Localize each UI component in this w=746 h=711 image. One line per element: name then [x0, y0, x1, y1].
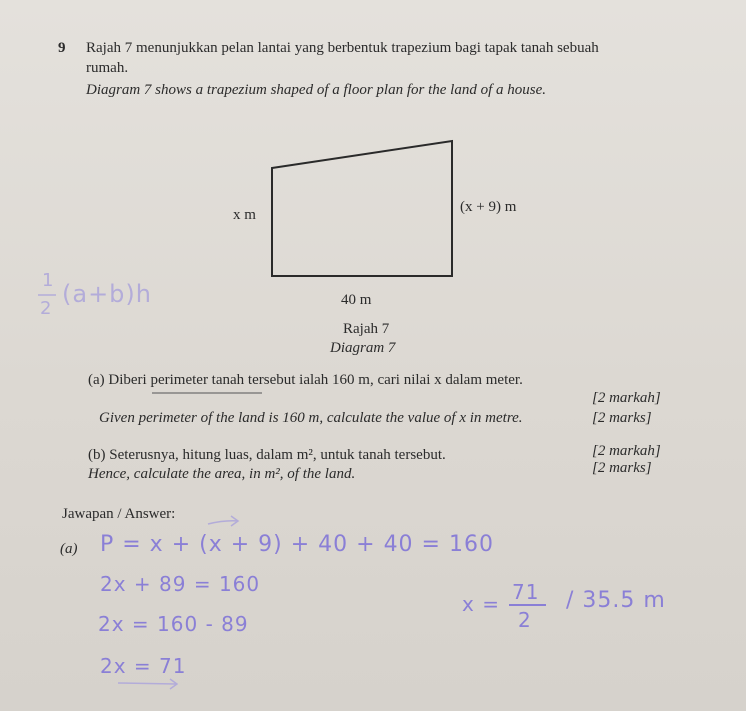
part-b-english: Hence, calculate the area, in m², of the land. [88, 466, 356, 482]
answer-part-a-label: (a) [60, 541, 78, 557]
result-numerator: 71 [512, 580, 540, 604]
handwritten-line-3: 2x = 160 - 89 [98, 612, 249, 636]
caption-malay: Rajah 7 [343, 321, 390, 337]
handwritten-arrow [208, 516, 238, 526]
question-english: Diagram 7 shows a trapezium shaped of a floor plan for the land of a house. [86, 82, 547, 98]
label-left-side: x m [233, 207, 256, 223]
handwritten-line-4: 2x = 71 [100, 654, 187, 678]
part-b-marks-malay: [2 markah] [592, 443, 661, 459]
part-a-marks-english: [2 marks] [592, 410, 652, 426]
result-decimal: / 35.5 m [566, 588, 666, 613]
label-right-side: (x + 9) m [460, 199, 517, 215]
part-a-english: Given perimeter of the land is 160 m, calculate the value of x in metre. [99, 410, 523, 426]
handwritten-line-2: 2x + 89 = 160 [100, 572, 261, 596]
part-b-marks-english: [2 marks] [592, 460, 652, 476]
caption-english: Diagram 7 [330, 340, 396, 356]
result-lhs: x = [462, 592, 500, 616]
part-a-marks-malay: [2 markah] [592, 390, 661, 406]
part-b-malay: (b) Seterusnya, hitung luas, dalam m², untuk tanah tersebut. [88, 447, 446, 463]
answer-heading: Jawapan / Answer: [62, 506, 176, 522]
result-denominator: 2 [518, 608, 532, 632]
question-malay-line1: Rajah 7 menunjukkan pelan lantai yang berbentuk trapezium bagi tapak tanah sebuah [86, 40, 599, 56]
label-bottom-side: 40 m [341, 292, 372, 308]
part-a-malay: (a) Diberi perimeter tanah tersebut ialah 160 m, cari nilai x dalam meter. [88, 372, 523, 388]
side-formula-body: (a+b)h [62, 280, 152, 308]
side-formula-numerator: 1 [42, 270, 55, 291]
handwritten-underline-arrow [118, 679, 177, 689]
question-malay-line2: rumah. [86, 60, 129, 76]
trapezium-shape [272, 141, 452, 276]
side-formula-denominator: 2 [40, 298, 53, 319]
question-number: 9 [58, 40, 66, 56]
handwritten-line-1: P = x + (x + 9) + 40 + 40 = 160 [100, 532, 494, 557]
